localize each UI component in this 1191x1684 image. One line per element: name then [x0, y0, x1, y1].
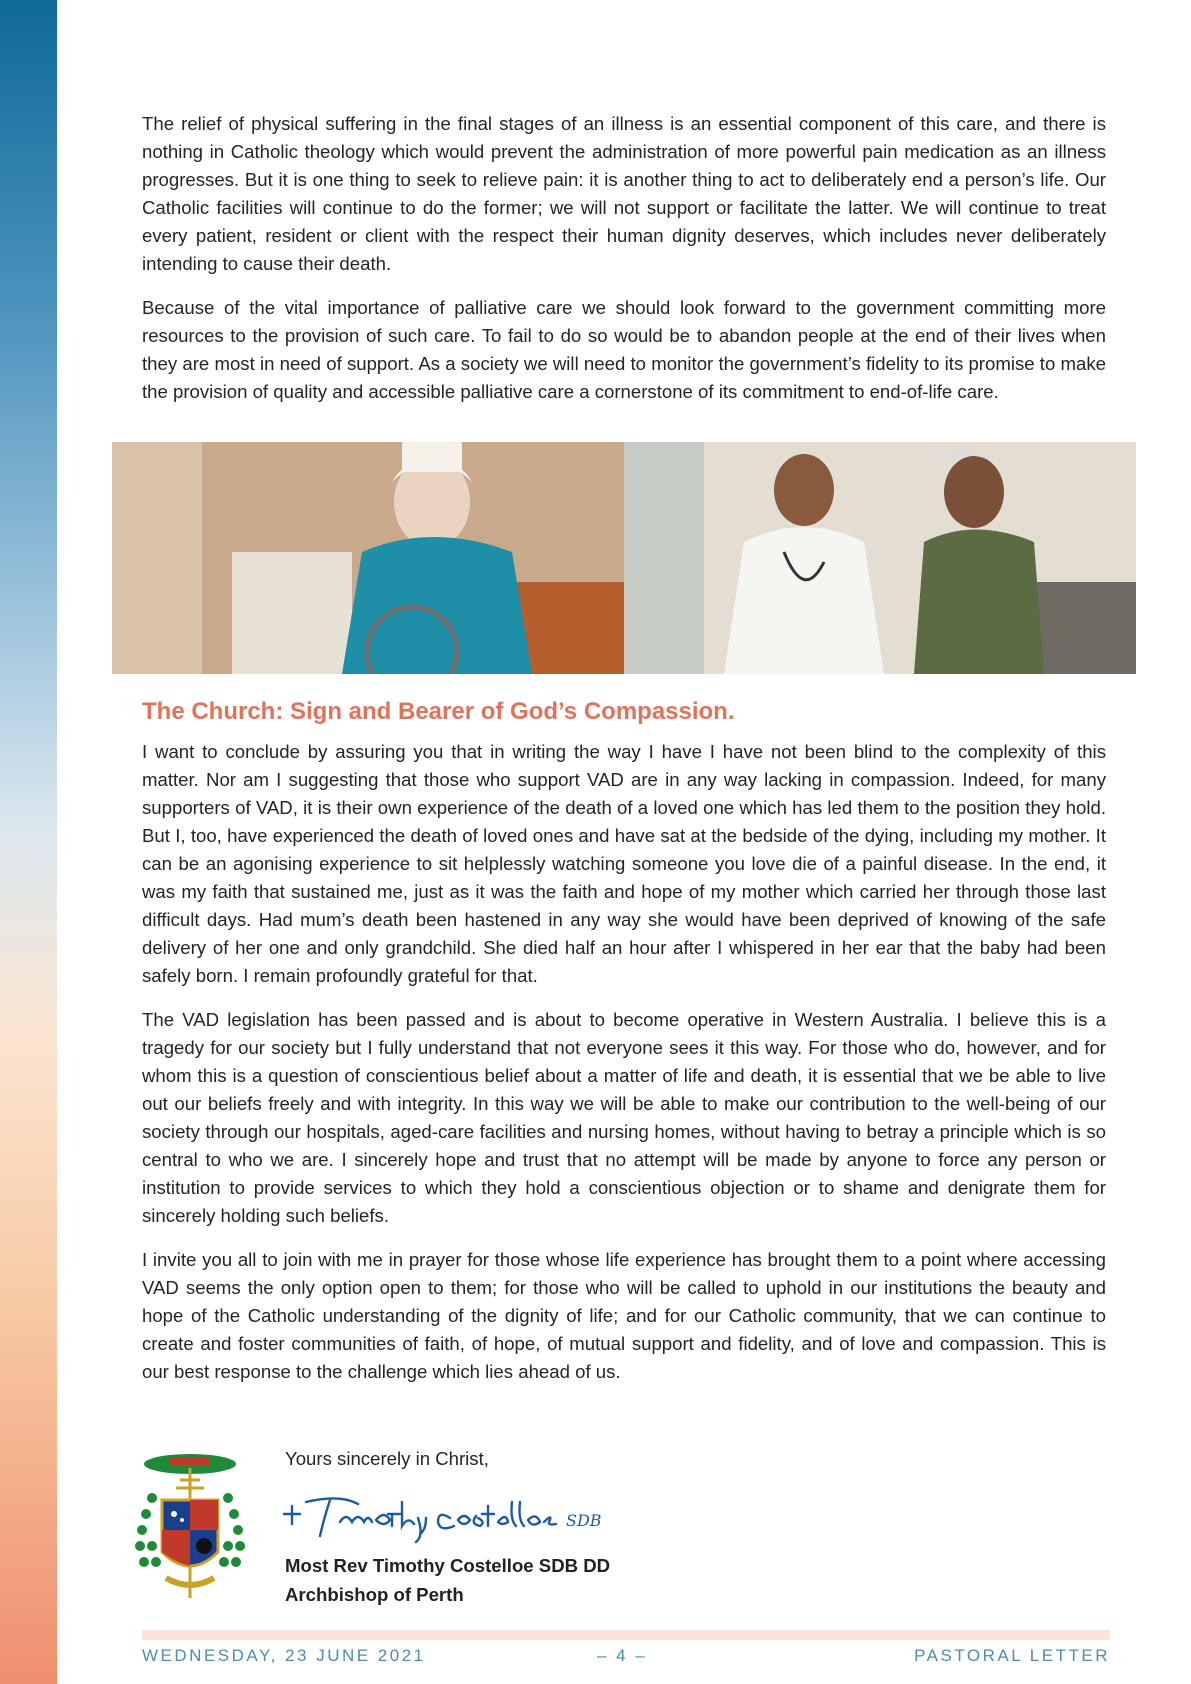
paragraph: I invite you all to join with me in prayer for those whose life experience has brought them to a point where accessing VAD seems the only option open to them; for those who will be called to uphold in our institutions the beauty and hope of the Catholic understanding of the dignity of life; and for our Catholic community, that we can continue to create and foster communities of faith, of hope, of mutual support and fidelity, and of love and compassion. This is our best response to the challenge which lies ahead of us.: [142, 1249, 1106, 1382]
archbishop-coat-of-arms-icon: [130, 1448, 250, 1613]
photo-strip: [112, 442, 1136, 674]
body-text-bottom: [142, 738, 1106, 1402]
decorative-sidebar: [0, 0, 57, 1684]
paragraph: The relief of physical suffering in the final stages of an illness is an essential component of this care, and there is nothing in Catholic theology which would prevent the administration of more powerful pain medication as an illness progresses. But it is one thing to seek to relieve pain: it is another thing to act to deliberately end a person’s life. Our Catholic facilities will continue to do the former; we will not support or facilitate the latter. We will continue to treat every patient, resident or client with the respect their human dignity deserves, which includes never deliberately intending to cause their death.: [142, 113, 1106, 274]
photo-illustration: [112, 442, 624, 674]
footer-page-number: – 4 –: [597, 1646, 648, 1665]
footer-divider: [142, 1630, 1110, 1640]
photo-illustration: [624, 442, 1136, 674]
footer-label: PASTORAL LETTER: [914, 1646, 1110, 1665]
photo-elderly-woman-wheelchair: [112, 442, 624, 674]
signer-title: Archbishop of Perth: [285, 1584, 464, 1605]
photo-doctor-with-patient: [624, 442, 1136, 674]
signer-name: Most Rev Timothy Costelloe SDB DD: [285, 1555, 611, 1576]
paragraph: I want to conclude by assuring you that in writing the way I have I have not been blind to the complexity of this matter. Nor am I suggesting that those who support VAD are in any way lacking in compassion. Indeed, for many supporters of VAD, it is their own experience of the death of a loved one which has led them to the position they hold. But I, too, have experienced the death of loved ones and have sat at the bedside of the dying, including my mother. It can be an agonising experience to sit helplessly watching someone you love die of a painful disease. In the end, it was my faith that sustained me, just as it was the faith and hope of my mother which carried her through those last difficult days. Had mum’s death been hastened in any way she would have been deprived of knowing of the safe delivery of her one and only grandchild. She died half an hour after I whispered in her ear that the baby had been safely born. I remain profoundly grateful for that.: [142, 741, 1106, 986]
section-heading: The Church: Sign and Bearer of God’s Compassion.: [142, 698, 735, 725]
body-text-top: [142, 110, 1106, 422]
paragraph: The VAD legislation has been passed and is about to become operative in Western Australia. I believe this is a tragedy for our society but I fully understand that not everyone sees it this way. For those who do, however, and for whom this is a question of conscientious belief about a matter of life and death, it is essential that we be able to live out our beliefs freely and with integrity. In this way we will be able to make our contribution to the well-being of our society through our hospitals, aged-care facilities and nursing homes, without having to betray a principle which is so central to who we are. I sincerely hope and trust that no attempt will be made by anyone to force any person or institution to provide services to which they hold a conscientious objection or to shame and denigrate them for sincerely holding such beliefs.: [142, 1009, 1106, 1226]
signoff-text: Yours sincerely in Christ,: [285, 1448, 489, 1469]
paragraph: Because of the vital importance of palliative care we should look forward to the government committing more resources to the provision of such care. To fail to do so would be to abandon people at the end of their lives when they are most in need of support. As a society we will need to monitor the government’s fidelity to its promise to make the provision of quality and accessible palliative care a cornerstone of its commitment to end-of-life care.: [142, 297, 1106, 402]
footer-date: WEDNESDAY, 23 JUNE 2021: [142, 1646, 426, 1665]
handwritten-signature-icon: [280, 1484, 610, 1549]
svg-text:SDB: SDB: [566, 1511, 602, 1530]
page-footer: [142, 1646, 1110, 1670]
